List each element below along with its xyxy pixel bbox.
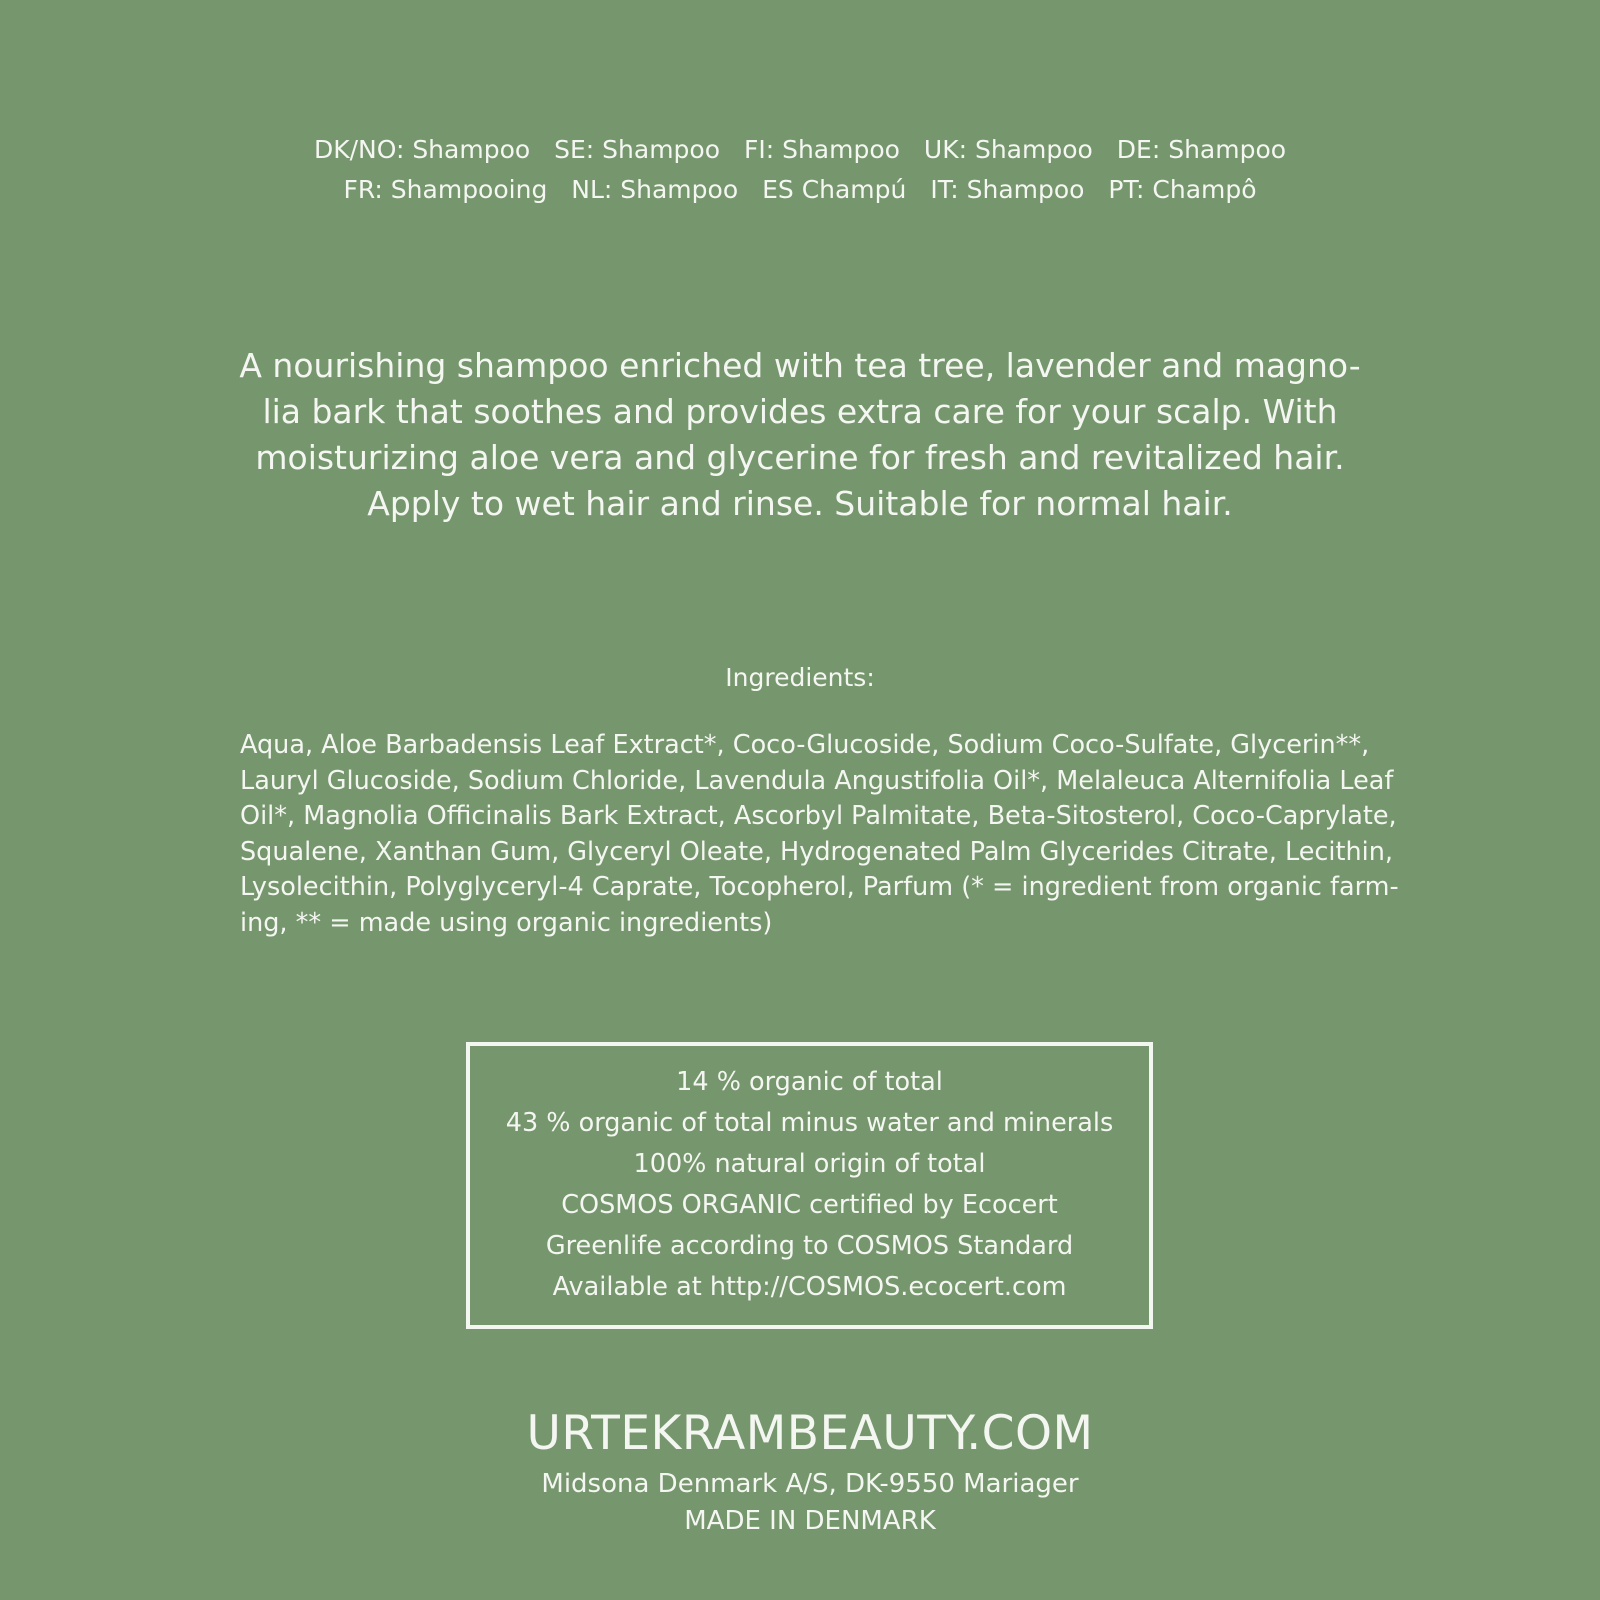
brand-website: URTEKRAMBEAUTY.COM xyxy=(526,1406,1094,1461)
ingredients-line: Oil*, Magnolia Officinalis Bark Extract, Ascorbyl Palmitate, Beta-Sitosterol, Coco-Caprylate, xyxy=(240,801,1397,831)
description-line: A nourishing shampoo enriched with tea tree, lavender and magno- xyxy=(239,346,1361,385)
ingredients-line: Lysolecithin, Polyglyceryl-4 Caprate, Tocopherol, Parfum (* = ingredient from organic farm- xyxy=(240,872,1399,902)
translations-row-1 xyxy=(0,130,1600,170)
translation-pt: PT: Champô xyxy=(1108,175,1257,204)
translation-es: ES Champú xyxy=(762,175,907,204)
translation-uk: UK: Shampoo xyxy=(923,135,1093,164)
ingredients-line: ing, ** = made using organic ingredients) xyxy=(240,907,773,938)
cosmos-certified-line: COSMOS ORGANIC certified by Ecocert xyxy=(561,1190,1058,1220)
translation-fr: FR: Shampooing xyxy=(343,175,548,204)
ingredients-line: Squalene, Xanthan Gum, Glyceryl Oleate, Hydrogenated Palm Glycerides Citrate, Lecithin, xyxy=(240,836,1394,867)
made-in-label: MADE IN DENMARK xyxy=(684,1506,936,1536)
natural-origin-line: 100% natural origin of total xyxy=(633,1149,986,1179)
certification-box xyxy=(466,1042,1153,1329)
translation-fi: FI: Shampoo xyxy=(743,135,900,164)
translation-nl: NL: Shampoo xyxy=(571,175,739,204)
translation-se: SE: Shampoo xyxy=(554,135,721,164)
organic-total-line: 14 % organic of total xyxy=(676,1067,943,1097)
product-name-translations xyxy=(0,130,1600,210)
product-description xyxy=(200,343,1400,527)
ingredients-line: Aqua, Aloe Barbadensis Leaf Extract*, Coco-Glucoside, Sodium Coco-Sulfate, Glycerin**, xyxy=(240,730,1370,760)
ecocert-url-line: Available at http://COSMOS.ecocert.com xyxy=(552,1272,1067,1302)
ingredients-heading: Ingredients: xyxy=(725,663,875,692)
translation-dk-no: DK/NO: Shampoo xyxy=(313,135,531,164)
ingredients-line: Lauryl Glucoside, Sodium Chloride, Lavendula Angustifolia Oil*, Melaleuca Alternifolia Leaf xyxy=(240,765,1394,796)
translation-it: IT: Shampoo xyxy=(930,175,1085,204)
company-address: Midsona Denmark A/S, DK-9550 Mariager xyxy=(541,1469,1079,1499)
organic-minus-water-line: 43 % organic of total minus water and minerals xyxy=(505,1108,1114,1138)
ingredients-list xyxy=(240,728,1420,941)
translation-de: DE: Shampoo xyxy=(1116,135,1287,164)
greenlife-line: Greenlife according to COSMOS Standard xyxy=(545,1231,1074,1261)
description-line: lia bark that soothes and provides extra care for your scalp. With xyxy=(262,392,1338,431)
description-line: moisturizing aloe vera and glycerine for fresh and revitalized hair. xyxy=(255,438,1345,477)
description-line: Apply to wet hair and rinse. Suitable for normal hair. xyxy=(367,484,1233,523)
translations-row-2 xyxy=(0,170,1600,210)
